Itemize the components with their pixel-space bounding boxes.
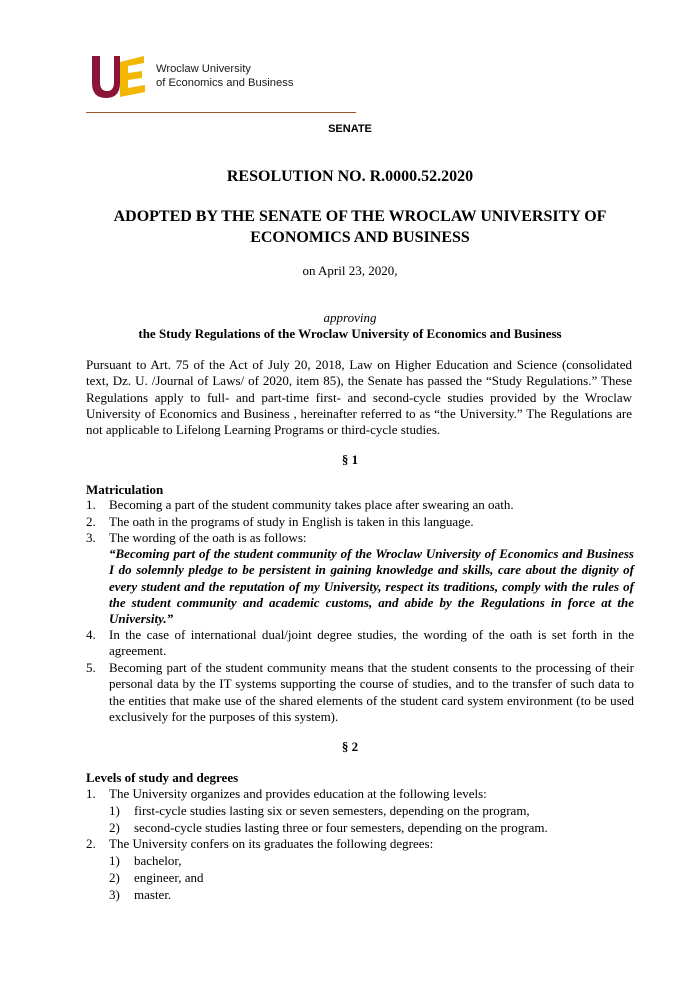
header-divider bbox=[86, 112, 356, 113]
university-name-line2: of Economics and Business bbox=[156, 77, 294, 89]
resolution-date: on April 23, 2020, bbox=[302, 263, 398, 278]
item-text: Becoming a part of the student community takes place after swearing an oath. bbox=[109, 497, 514, 512]
intro-paragraph: Pursuant to Art. 75 of the Act of July 20, 2018, Law on Higher Education and Science (consolidated text, Dz. U. /Journal of Laws/ of 2020, item 85), the Senate has passed the “Study Regulations.” These Regulations apply to full- and part-time first- and second-cycle studies provided by the Wroclaw University of Economics and Business , hereinafter referred to as “the University.” The Regulations are not applicable to Lifelong Learning Programs or third-cycle studies. bbox=[86, 357, 632, 438]
unit-label: SENATE bbox=[328, 123, 372, 135]
item-number: 1. bbox=[86, 497, 96, 512]
item-text: Becoming part of the student community means that the student consents to the processing of their personal data by the IT systems supporting the course of studies, and to the transfer of such data to the entities that make use of the shared elements of the student card system environment (to be used exclusively for the purposes of this system). bbox=[109, 660, 634, 724]
university-name-line1: Wroclaw University bbox=[156, 63, 251, 75]
adopted-heading: ADOPTED BY THE SENATE OF THE WROCLAW UNIVERSITY OF ECONOMICS AND BUSINESS bbox=[113, 208, 607, 246]
item-number: 4. bbox=[86, 627, 96, 642]
oath-text: “Becoming part of the student community of the Wroclaw University of Economics and Business I do solemnly pledge to be persistent in gaining knowledge and skills, care about the dignity of every student and the reputation of my University, respect its traditions, comply with the rules of the student community and academic customs, and abide by the Regulations in force at the University.” bbox=[109, 546, 634, 627]
item-text: The University organizes and provides education at the following levels: bbox=[109, 786, 487, 801]
sub-item-number: 3) bbox=[109, 887, 120, 902]
list-item bbox=[86, 514, 634, 530]
list-item bbox=[86, 836, 634, 852]
item-number: 3. bbox=[86, 530, 96, 545]
item-number: 1. bbox=[86, 786, 96, 801]
item-number: 5. bbox=[86, 660, 96, 675]
sub-item-text: first-cycle studies lasting six or seven semesters, depending on the program, bbox=[134, 803, 530, 818]
approving-label: approving bbox=[323, 310, 377, 325]
ue-logo-icon bbox=[90, 54, 148, 100]
item-text: The University confers on its graduates the following degrees: bbox=[109, 836, 434, 851]
sub-item-text: master. bbox=[134, 887, 172, 902]
item-text: The wording of the oath is as follows: bbox=[109, 530, 307, 545]
university-name bbox=[156, 62, 293, 90]
list-item bbox=[86, 530, 634, 546]
sub-item-number: 2) bbox=[109, 820, 120, 835]
sub-item-number: 1) bbox=[109, 803, 120, 818]
section-heading-matriculation: Matriculation bbox=[86, 482, 164, 497]
sub-list-item bbox=[109, 803, 609, 819]
sub-item-text: second-cycle studies lasting three or four semesters, depending on the program. bbox=[134, 820, 548, 835]
item-number: 2. bbox=[86, 836, 96, 851]
regulations-subject: the Study Regulations of the Wroclaw University of Economics and Business bbox=[138, 326, 562, 341]
sub-list-item bbox=[109, 887, 609, 903]
list-item bbox=[86, 627, 634, 660]
sub-list-item bbox=[109, 853, 609, 869]
section-mark-2: § 2 bbox=[341, 739, 359, 754]
item-text: The oath in the programs of study in English is taken in this language. bbox=[109, 514, 474, 529]
item-text: In the case of international dual/joint degree studies, the wording of the oath is set forth in the agreement. bbox=[109, 627, 634, 659]
sub-item-number: 1) bbox=[109, 853, 120, 868]
section-heading-levels: Levels of study and degrees bbox=[86, 770, 239, 785]
sub-list-item bbox=[109, 820, 609, 836]
sub-list-item bbox=[109, 870, 609, 886]
sub-item-text: bachelor, bbox=[134, 853, 182, 868]
sub-item-text: engineer, and bbox=[134, 870, 204, 885]
section-mark-1: § 1 bbox=[341, 452, 359, 467]
list-item bbox=[86, 786, 634, 802]
sub-item-number: 2) bbox=[109, 870, 120, 885]
university-logo bbox=[90, 54, 148, 100]
list-item bbox=[86, 497, 634, 513]
item-number: 2. bbox=[86, 514, 96, 529]
resolution-number: RESOLUTION NO. R.0000.52.2020 bbox=[226, 168, 474, 185]
list-item bbox=[86, 660, 634, 725]
